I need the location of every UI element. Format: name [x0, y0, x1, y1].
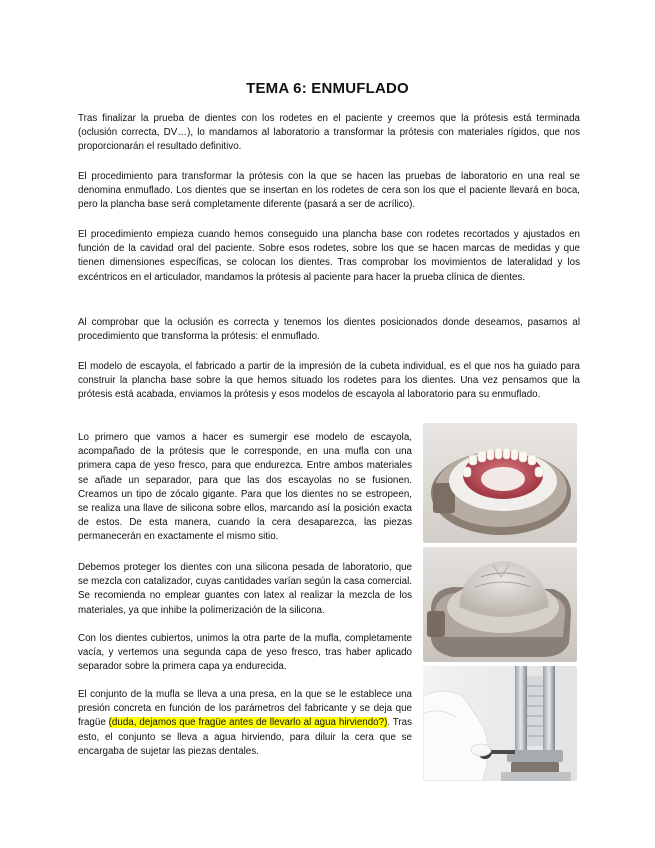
paragraph-5: El modelo de escayola, el fabricado a partir de la impresión de la cubeta individual, es el que nos ha guiado para construir la plancha base sobre la que hemos situado los rodetes para los dientes. Una vez pensamos que la prótesis está acabada, enviamos la prótesis y esos modelos de escayola al laboratorio para su enmuflado. — [78, 361, 580, 401]
press-with-flask-photo — [423, 666, 577, 781]
paragraph-6: Lo primero que vamos a hacer es sumergir ese modelo de escayola, acompañado de la prótesis que le corresponde, en una mufla con una primera capa de yeso fresco, para que endurezca. Entre ambos materiales se añade un separador, para que las dos escayolas no se fusionen. Creamos un tipo de zócalo gigante. Para que los dientes no se estropeen, se realiza una llave de silicona sobre ellos, marcando así la posición exacta de estos. De esta manera, cuando la cera desaparezca, las piezas permanecerán en exactamente el mismo sitio. — [78, 432, 412, 543]
paragraph-9-text-end: . Tras esto, el conjunto se lleva a agua hirviendo, para diluir la cera que se encargaba de sujetar las piezas dentales. — [78, 717, 413, 757]
paragraph-2: El procedimiento para transformar la prótesis con la que se hacen las pruebas de laboratorio en una real se denomina enmuflado. Los dientes que se insertan en los rodetes de cera son los que el paciente llevará en boca, pero la plancha base será completamente diferente (pasará a ser de acrílico). — [78, 171, 580, 211]
paragraph-3: El procedimiento empieza cuando hemos conseguido una plancha base con rodetes recortados y ajustados en función de la cavidad oral del paciente. Sobre esos rodetes, sobre los que se hacen marcas de medidas y que tienen dimensiones específicas, se colocan los dientes. Tras comprobar los movimientos de lateralidad y los excéntricos en el articulador, mandamos la prótesis al paciente para hacer la prueba clínica de dientes. — [78, 229, 580, 283]
paragraph-9-text: El conjunto de la mufla se lleva a una presa, en la que se le establece una presión concreta en función de los parámetros del fabricante y se deja que fragüe — [78, 689, 412, 729]
paragraph-7: Debemos proteger los dientes con una silicona pesada de laboratorio, que se mezcla con catalizador, cuyas cantidades varían según la casa comercial. Se recomienda no emplear guantes con latex al realizar la mezcla de los materiales, ya que inhibe la polimerización de la silicona. — [78, 562, 412, 616]
flask-with-denture-photo — [423, 423, 577, 543]
flask-with-silicone-key-photo — [423, 547, 577, 662]
paragraph-9 — [78, 688, 412, 759]
paragraph-8: Con los dientes cubiertos, unimos la otra parte de la mufla, completamente vacía, y vertemos una segunda capa de yeso fresco, tras haber aplicado separador sobre la primera capa ya endurecida. — [78, 633, 412, 673]
page-title: TEMA 6: ENMUFLADO — [246, 80, 409, 97]
paragraph-4: Al comprobar que la oclusión es correcta y tenemos los dientes posicionados donde deseamos, pasamos al procedimiento que transforma la prótesis: el enmuflado. — [78, 317, 580, 343]
paragraph-1: Tras finalizar la prueba de dientes con los rodetes en el paciente y creemos que la prótesis está terminada (oclusión correcta, DV…), lo mandamos al laboratorio a transformar la prótesis con materiales rígidos, que nos proporcionarán el resultado definitivo. — [78, 113, 580, 153]
highlighted-question: (duda, dejamos que fragüe antes de llevarlo al agua hirviendo?) — [108, 717, 388, 729]
